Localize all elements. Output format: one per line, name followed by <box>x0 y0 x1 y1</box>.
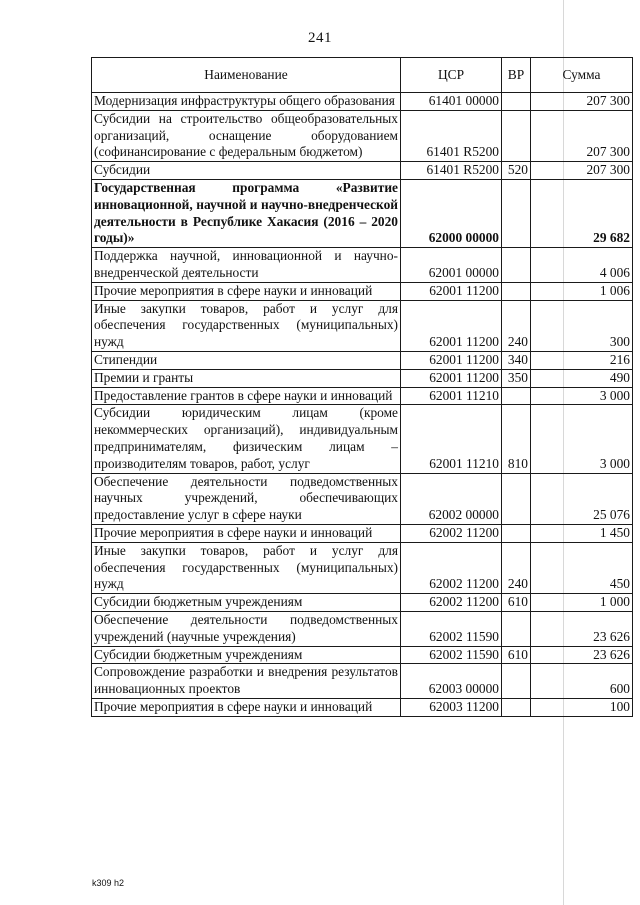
cell-name: Обеспечение деятельности подведомственных научных учреждений, обеспечивающих предоставление услуг в сфере науки <box>92 473 401 524</box>
cell-csr: 62003 00000 <box>401 664 502 699</box>
cell-vr <box>502 524 531 542</box>
table-header-row <box>92 58 633 93</box>
cell-sum: 100 <box>531 698 633 716</box>
cell-sum: 23 626 <box>531 611 633 646</box>
table-row <box>92 369 633 387</box>
cell-name: Государственная программа «Развитие инновационной, научной и научно-внедренческой деятельности в Республике Хакасия (2016 – 2020 годы)» <box>92 179 401 247</box>
cell-sum: 25 076 <box>531 473 633 524</box>
cell-sum: 3 000 <box>531 387 633 405</box>
cell-csr: 61401 R5200 <box>401 162 502 180</box>
table-row <box>92 524 633 542</box>
cell-csr: 62001 11210 <box>401 387 502 405</box>
cell-name: Субсидии <box>92 162 401 180</box>
table-row <box>92 611 633 646</box>
cell-vr: 240 <box>502 542 531 593</box>
cell-csr: 62000 00000 <box>401 179 502 247</box>
cell-csr: 62002 11200 <box>401 542 502 593</box>
cell-csr: 62002 11590 <box>401 646 502 664</box>
cell-csr: 61401 R5200 <box>401 110 502 161</box>
cell-name: Иные закупки товаров, работ и услуг для обеспечения государственных (муниципальных) нужд <box>92 300 401 351</box>
cell-sum: 4 006 <box>531 248 633 283</box>
cell-csr: 62001 11200 <box>401 351 502 369</box>
cell-name: Стипендии <box>92 351 401 369</box>
cell-sum: 3 000 <box>531 405 633 473</box>
cell-sum: 600 <box>531 664 633 699</box>
budget-table <box>91 57 633 717</box>
cell-name: Поддержка научной, инновационной и научно-внедренческой деятельности <box>92 248 401 283</box>
cell-csr: 62001 00000 <box>401 248 502 283</box>
header-csr: ЦСР <box>401 58 502 93</box>
table-row <box>92 664 633 699</box>
table-row <box>92 542 633 593</box>
cell-vr: 350 <box>502 369 531 387</box>
cell-vr: 340 <box>502 351 531 369</box>
cell-name: Субсидии бюджетным учреждениям <box>92 646 401 664</box>
cell-vr <box>502 387 531 405</box>
cell-name: Премии и гранты <box>92 369 401 387</box>
cell-csr: 62001 11200 <box>401 369 502 387</box>
cell-csr: 61401 00000 <box>401 93 502 111</box>
cell-name: Обеспечение деятельности подведомственных учреждений (научные учреждения) <box>92 611 401 646</box>
cell-name: Субсидии бюджетным учреждениям <box>92 594 401 612</box>
table-row <box>92 387 633 405</box>
cell-name: Иные закупки товаров, работ и услуг для обеспечения государственных (муниципальных) нужд <box>92 542 401 593</box>
cell-vr <box>502 282 531 300</box>
cell-sum: 216 <box>531 351 633 369</box>
cell-csr: 62002 11200 <box>401 524 502 542</box>
cell-name: Предоставление грантов в сфере науки и инноваций <box>92 387 401 405</box>
cell-csr: 62001 11210 <box>401 405 502 473</box>
table-row <box>92 698 633 716</box>
table-row <box>92 282 633 300</box>
cell-sum: 23 626 <box>531 646 633 664</box>
footer-code: k309 h2 <box>92 878 125 888</box>
table-row <box>92 473 633 524</box>
cell-sum: 29 682 <box>531 179 633 247</box>
cell-vr <box>502 698 531 716</box>
cell-name: Субсидии юридическим лицам (кроме некоммерческих организаций), индивидуальным предпринимателям, физическим лицам – производителям товаров, работ, услуг <box>92 405 401 473</box>
cell-csr: 62002 11200 <box>401 594 502 612</box>
cell-vr: 610 <box>502 646 531 664</box>
table-row <box>92 594 633 612</box>
cell-vr <box>502 611 531 646</box>
cell-sum: 450 <box>531 542 633 593</box>
table-row <box>92 179 633 247</box>
cell-csr: 62003 11200 <box>401 698 502 716</box>
cell-vr <box>502 110 531 161</box>
cell-vr <box>502 664 531 699</box>
cell-name: Субсидии на строительство общеобразовательных организаций, оснащение оборудованием (софинансирование с федеральным бюджетом) <box>92 110 401 161</box>
cell-sum: 1 000 <box>531 594 633 612</box>
cell-vr <box>502 473 531 524</box>
cell-sum: 490 <box>531 369 633 387</box>
table-row <box>92 162 633 180</box>
cell-name: Прочие мероприятия в сфере науки и инноваций <box>92 282 401 300</box>
cell-name: Прочие мероприятия в сфере науки и инноваций <box>92 698 401 716</box>
cell-csr: 62001 11200 <box>401 300 502 351</box>
cell-sum: 300 <box>531 300 633 351</box>
header-sum: Сумма <box>531 58 633 93</box>
cell-csr: 62001 11200 <box>401 282 502 300</box>
cell-name: Сопровождение разработки и внедрения результатов инновационных проектов <box>92 664 401 699</box>
cell-sum: 1 450 <box>531 524 633 542</box>
table-row <box>92 93 633 111</box>
cell-csr: 62002 11590 <box>401 611 502 646</box>
cell-vr: 810 <box>502 405 531 473</box>
table-row <box>92 351 633 369</box>
cell-name: Прочие мероприятия в сфере науки и инноваций <box>92 524 401 542</box>
table-row <box>92 646 633 664</box>
cell-vr: 610 <box>502 594 531 612</box>
cell-sum: 207 300 <box>531 110 633 161</box>
cell-csr: 62002 00000 <box>401 473 502 524</box>
cell-vr <box>502 179 531 247</box>
table-row <box>92 405 633 473</box>
header-name: Наименование <box>92 58 401 93</box>
cell-vr: 240 <box>502 300 531 351</box>
table-row <box>92 110 633 161</box>
table-row <box>92 248 633 283</box>
cell-vr <box>502 93 531 111</box>
cell-sum: 207 300 <box>531 93 633 111</box>
cell-sum: 1 006 <box>531 282 633 300</box>
cell-sum: 207 300 <box>531 162 633 180</box>
header-vr: ВР <box>502 58 531 93</box>
table-row <box>92 300 633 351</box>
cell-name: Модернизация инфраструктуры общего образования <box>92 93 401 111</box>
page-number: 241 <box>308 30 332 46</box>
table-body <box>92 93 633 717</box>
cell-vr: 520 <box>502 162 531 180</box>
cell-vr <box>502 248 531 283</box>
